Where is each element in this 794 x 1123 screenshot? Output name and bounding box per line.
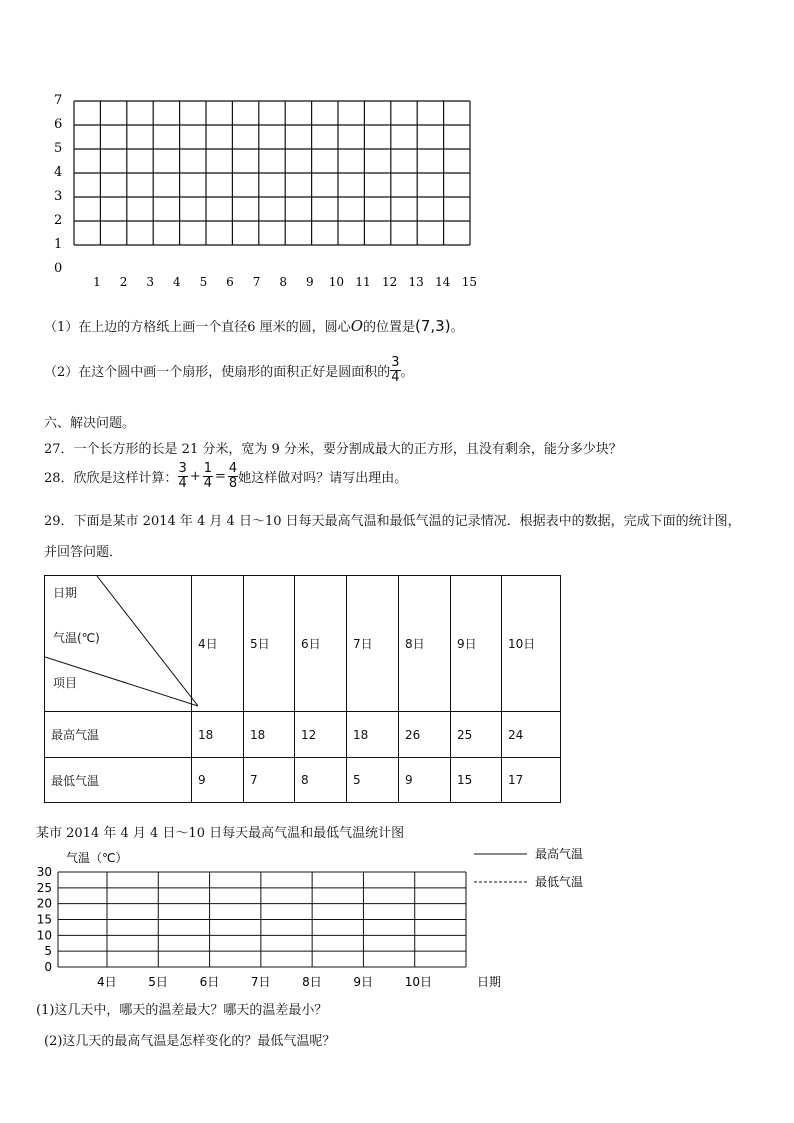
q1-text-mid: 的位置是 bbox=[363, 320, 416, 335]
q28-prefix: 28．欣欣是这样计算： bbox=[44, 471, 178, 486]
table-cell: 18 bbox=[192, 712, 244, 758]
grid-x-label: 10 bbox=[328, 275, 345, 289]
fraction-a-num: 3 bbox=[178, 461, 187, 476]
grid-x-label: 8 bbox=[279, 275, 288, 289]
grid-x-label: 11 bbox=[355, 275, 371, 289]
table-cell: 18 bbox=[347, 712, 399, 758]
day-header: 9日 bbox=[451, 576, 502, 712]
fraction-a-den: 4 bbox=[178, 476, 187, 491]
coordinate-grid bbox=[40, 88, 490, 293]
grid-lines bbox=[74, 101, 470, 245]
temperature-table bbox=[44, 575, 561, 803]
row-label-low: 最低气温 bbox=[45, 758, 192, 803]
chart-x-tick: 7日 bbox=[250, 975, 271, 989]
day-header: 8日 bbox=[399, 576, 451, 712]
fraction-numerator: 3 bbox=[391, 355, 400, 370]
chart-y-tick: 25 bbox=[36, 880, 52, 895]
table-cell: 9 bbox=[399, 758, 451, 803]
grid-x-label: 5 bbox=[199, 275, 208, 289]
grid-y-labels bbox=[54, 93, 62, 276]
legend-high-label: 最高气温 bbox=[535, 847, 584, 861]
grid-x-label: 2 bbox=[119, 275, 128, 289]
q28-suffix: 她这样做对吗？请写出理由。 bbox=[238, 471, 408, 486]
fraction-a bbox=[178, 462, 188, 491]
table-cell: 18 bbox=[244, 712, 295, 758]
fraction-denominator: 4 bbox=[391, 370, 400, 385]
grid-y-label: 5 bbox=[54, 141, 63, 156]
day-header: 10日 bbox=[502, 576, 561, 712]
day-header: 4日 bbox=[192, 576, 244, 712]
grid-y-label: 2 bbox=[54, 213, 63, 228]
table-cell: 7 bbox=[244, 758, 295, 803]
question-28 bbox=[44, 462, 407, 491]
grid-x-label: 3 bbox=[146, 275, 155, 289]
grid-x-label: 7 bbox=[252, 275, 261, 289]
table-cell: 26 bbox=[399, 712, 451, 758]
fraction-three-quarters bbox=[390, 356, 400, 385]
table-cell: 12 bbox=[295, 712, 347, 758]
chart-x-tick: 4日 bbox=[97, 975, 117, 989]
chart-x-tick: 8日 bbox=[302, 975, 322, 989]
chart-y-axis-label: 气温（℃） bbox=[66, 851, 128, 865]
table-cell: 15 bbox=[451, 758, 502, 803]
table-cell: 25 bbox=[451, 712, 502, 758]
corner-temp-label: 气温(℃) bbox=[53, 631, 100, 645]
chart-y-tick: 10 bbox=[36, 928, 52, 943]
grid-x-label: 15 bbox=[461, 275, 478, 289]
table-cell: 8 bbox=[295, 758, 347, 803]
table-corner-cell bbox=[45, 576, 192, 712]
table-row bbox=[45, 758, 561, 803]
chart-x-tick: 6日 bbox=[199, 975, 220, 989]
grid-x-label: 9 bbox=[305, 275, 314, 289]
question-29-line1: 29．下面是某市 2014 年 4 月 4 日～10 日每天最高气温和最低气温的记录情况．根据表中的数据，完成下面的统计图， bbox=[44, 514, 741, 529]
chart-x-tick-labels bbox=[97, 975, 432, 989]
day-header: 5日 bbox=[244, 576, 295, 712]
grid-x-label: 14 bbox=[435, 275, 451, 289]
table-header-row bbox=[45, 576, 561, 712]
grid-y-label: 4 bbox=[54, 165, 63, 180]
day-header: 7日 bbox=[347, 576, 399, 712]
row-label-high: 最高气温 bbox=[45, 712, 192, 758]
legend-low-label: 最低气温 bbox=[535, 875, 584, 889]
question-29-2: (2)这几天的最高气温是怎样变化的？最低气温呢？ bbox=[44, 1034, 336, 1049]
grid-y-label: 3 bbox=[54, 189, 63, 204]
chart-y-tick: 20 bbox=[36, 896, 52, 911]
grid-y-label: 7 bbox=[54, 93, 63, 108]
chart-y-tick: 5 bbox=[44, 944, 52, 959]
table-row bbox=[45, 712, 561, 758]
grid-x-label: 4 bbox=[172, 275, 181, 289]
grid-y-label: 6 bbox=[54, 117, 63, 132]
table-cell: 9 bbox=[192, 758, 244, 803]
chart-x-tick: 10日 bbox=[404, 975, 432, 989]
question-1 bbox=[44, 316, 464, 335]
table-cell: 17 bbox=[502, 758, 561, 803]
chart-x-axis-label: 日期 bbox=[477, 975, 502, 989]
question-2 bbox=[44, 356, 414, 385]
fraction-b bbox=[203, 462, 213, 491]
center-coordinate: (7,3) bbox=[415, 317, 451, 335]
question-29-line2: 并回答问题． bbox=[44, 545, 123, 560]
grid-x-label: 13 bbox=[408, 275, 424, 289]
chart-x-tick: 9日 bbox=[353, 975, 374, 989]
q1-text-after: 。 bbox=[450, 320, 464, 335]
chart-title: 某市 2014 年 4 月 4 日～10 日每天最高气温和最低气温统计图 bbox=[36, 826, 405, 841]
grid-x-label: 12 bbox=[381, 275, 398, 289]
grid-y-label: 1 bbox=[54, 237, 63, 252]
section-heading: 六、解决问题。 bbox=[44, 416, 136, 431]
grid-x-label: 6 bbox=[226, 275, 234, 289]
chart-y-tick-labels bbox=[37, 865, 52, 974]
q1-text-before: （1）在上边的方格纸上画一个直径6 厘米的圆，圆心 bbox=[44, 320, 351, 335]
corner-date-label: 日期 bbox=[53, 586, 78, 600]
chart-y-tick: 30 bbox=[36, 865, 52, 879]
temperature-line-chart bbox=[30, 845, 630, 995]
grid-x-labels bbox=[93, 275, 477, 289]
grid-x-label: 1 bbox=[93, 275, 101, 289]
chart-y-tick: 15 bbox=[36, 912, 52, 927]
chart-x-tick: 5日 bbox=[148, 975, 168, 989]
fraction-b-num: 1 bbox=[203, 461, 213, 476]
chart-grid bbox=[58, 872, 466, 967]
q2-text-before: （2）在这个圆中画一个扇形，使扇形的面积正好是圆面积的 bbox=[44, 365, 391, 380]
equals-sign: = bbox=[215, 469, 226, 484]
chart-y-tick: 0 bbox=[44, 960, 52, 974]
fraction-c-num: 4 bbox=[228, 461, 238, 476]
plus-sign: + bbox=[189, 469, 201, 484]
q2-text-after: 。 bbox=[400, 365, 414, 380]
circle-center-symbol: O bbox=[350, 317, 363, 335]
corner-item-label: 项目 bbox=[53, 676, 78, 690]
grid-y-label: 0 bbox=[54, 261, 63, 276]
question-29-1: (1)这几天中，哪天的温差最大？哪天的温差最小？ bbox=[36, 1003, 328, 1018]
table-cell: 5 bbox=[347, 758, 399, 803]
question-27: 27．一个长方形的长是 21 分米，宽为 9 分米，要分割成最大的正方形，且没有剩余，能分多少块？ bbox=[44, 442, 622, 457]
fraction-c bbox=[228, 462, 238, 491]
table-cell: 24 bbox=[502, 712, 561, 758]
fraction-b-den: 4 bbox=[203, 476, 213, 491]
chart-legend bbox=[474, 846, 583, 889]
fraction-c-den: 8 bbox=[228, 476, 238, 491]
day-header: 6日 bbox=[295, 576, 347, 712]
